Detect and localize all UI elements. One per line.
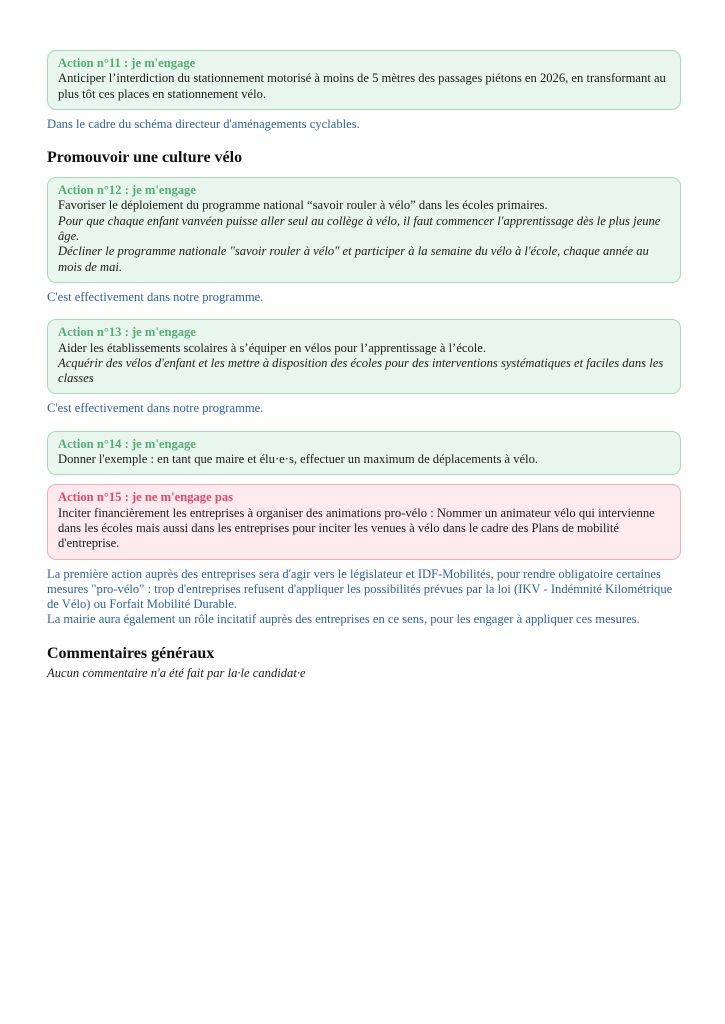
action-13-detail-1: Acquérir des vélos d'enfant et les mettre à disposition des écoles pour des interventions systématiques et faciles dans les classes bbox=[58, 355, 664, 386]
candidate-response-15-part2: La mairie aura également un rôle incitatif auprès des entreprises en ce sens, pour les engager à appliquer ces mesures. bbox=[47, 612, 640, 627]
candidate-response-12: C'est effectivement dans notre programme. bbox=[47, 289, 264, 304]
action-12-detail-2: Décliner le programme nationale "savoir rouler à vélo" et participer à la semaine du vélo à l'école, chaque année au mois de mai. bbox=[58, 244, 649, 274]
action-box-11 bbox=[47, 50, 681, 110]
action-13-body: Aider les établissements scolaires à s’équiper en vélos pour l’apprentissage à l’école. bbox=[58, 340, 487, 355]
action-13-header: Action n°13 : je m'engage bbox=[58, 325, 196, 340]
comments-empty-text: Aucun commentaire n'a été fait par la·le candidat·e bbox=[47, 665, 306, 680]
candidate-response-13: C'est effectivement dans notre programme. bbox=[47, 401, 264, 416]
action-box-14 bbox=[47, 431, 681, 476]
action-box-13 bbox=[47, 319, 681, 394]
action-11-body: Anticiper l’interdiction du stationnement motorisé à moins de 5 mètres des passages piétons en 2026, en transformant au plus tôt ces places en stationnement vélo. bbox=[58, 71, 666, 101]
candidate-response-11: Dans le cadre du schéma directeur d'aménagements cyclables. bbox=[47, 116, 360, 131]
action-12-body: Favoriser le déploiement du programme national “savoir rouler à vélo” dans les écoles primaires. bbox=[58, 198, 548, 213]
section-heading-comments: Commentaires généraux bbox=[47, 644, 215, 662]
action-14-body: Donner l'exemple : en tant que maire et élu·e·s, effectuer un maximum de déplacements à vélo. bbox=[58, 452, 539, 467]
section-heading-culture: Promouvoir une culture vélo bbox=[47, 149, 243, 167]
action-12-header: Action n°12 : je m'engage bbox=[58, 183, 196, 198]
action-12-detail-1: Pour que chaque enfant vanvéen puisse aller seul au collège à vélo, il faut commencer l'apprentissage dès le plus jeune âge. bbox=[58, 213, 661, 244]
action-14-header: Action n°14 : je m'engage bbox=[58, 436, 196, 451]
action-box-12 bbox=[47, 177, 681, 283]
action-15-header: Action n°15 : je ne m'engage pas bbox=[58, 490, 234, 505]
action-11-header: Action n°11 : je m'engage bbox=[58, 56, 196, 70]
candidate-response-15-part1: La première action auprès des entreprises sera d'agir vers le législateur et IDF-Mobilités, pour rendre obligatoire certaines mesures "pro-vélo" : trop d'entreprises refusent d'appliquer les possibilités prévues par la loi (IKV - Indémnité Kilométrique de Vélo) ou Forfait Mobilité Durable. bbox=[47, 566, 673, 612]
action-box-15 bbox=[47, 484, 681, 559]
action-15-body: Inciter financièrement les entreprises à organiser des animations pro-vélo : Nommer un animateur vélo qui intervienne dans les écoles mais aussi dans les entreprises pour inciter les venues à vélo dans le cadre des Plans de mobilité d'entreprise. bbox=[58, 505, 655, 551]
